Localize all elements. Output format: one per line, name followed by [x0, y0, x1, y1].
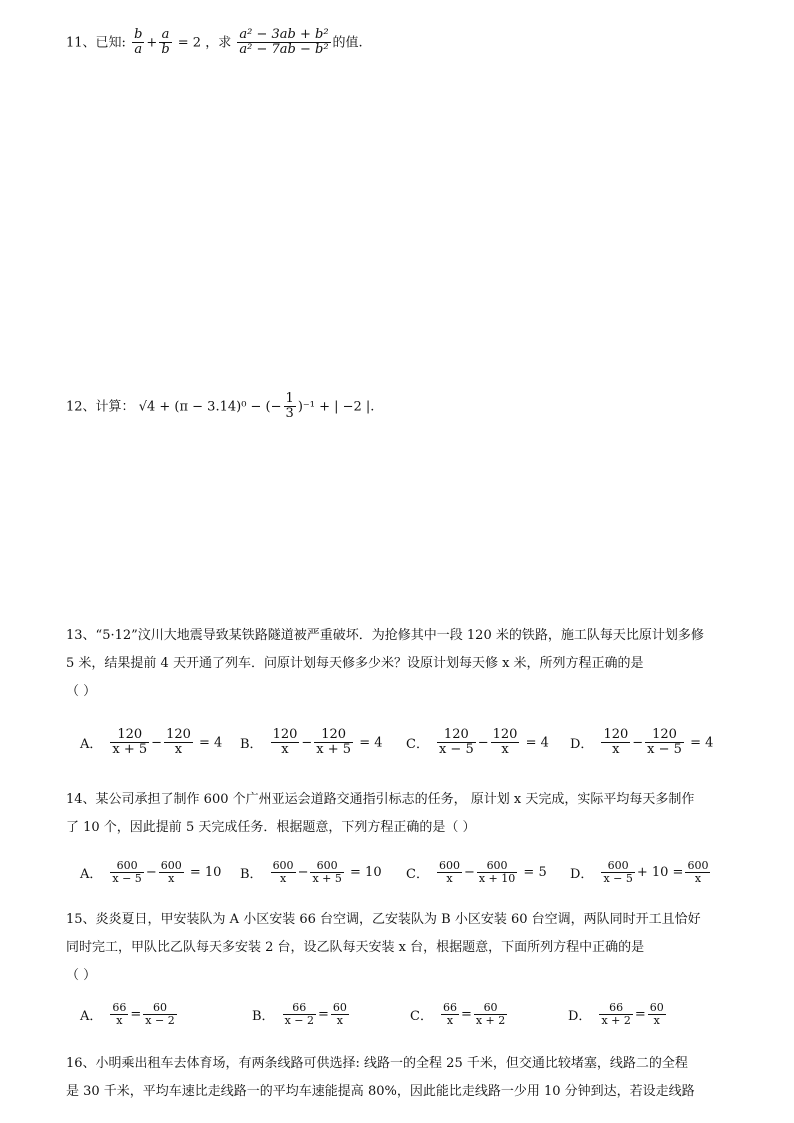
q14-opt-frac-b — [477, 860, 517, 885]
q14-opt-frac-a-num: 600 — [110, 860, 143, 873]
q15-opt-frac-a — [283, 1002, 316, 1027]
q11-ask: ，求 — [205, 35, 232, 51]
q13-option-label: B． — [240, 737, 263, 753]
q13-opt-frac-a-num: 120 — [272, 727, 298, 742]
q12-prefix: 12、计算： — [66, 399, 135, 415]
q12-fraction — [284, 392, 296, 422]
q14-opt-frac-b — [310, 860, 343, 885]
q15-opt-frac-a-den: x + 2 — [601, 1014, 631, 1028]
q11-prefix: 11、已知 — [66, 35, 122, 51]
q15-opt-operator: = — [130, 1007, 142, 1023]
q14-opt-rhs: = 5 — [519, 865, 547, 881]
q14-option-label: C． — [406, 867, 429, 883]
q13-opt-frac-b-den: x — [174, 742, 183, 758]
q15-opt-operator: = — [460, 1007, 472, 1023]
q14-opt-frac-a — [110, 860, 143, 885]
q13-opt-rhs: = 4 — [685, 735, 714, 751]
q11-f1-num: b — [134, 27, 143, 42]
q13-opt-frac-a-num: 120 — [437, 728, 476, 743]
q14-option-label: D． — [570, 867, 594, 883]
q11-f1-den: a — [134, 42, 143, 58]
q11-expression — [237, 28, 330, 58]
q13-option-c — [406, 728, 549, 758]
q15-option-label: A． — [80, 1009, 103, 1025]
q13-opt-frac-b-den: x — [501, 742, 509, 758]
q15-opt-frac-a — [599, 1002, 632, 1027]
q13-option-d — [570, 728, 713, 758]
q15-option-label: D． — [568, 1009, 592, 1025]
q14-opt-operator: − — [297, 865, 309, 881]
q14-opt-frac-a-num: 600 — [272, 859, 294, 872]
question-14 — [66, 786, 736, 842]
q13-opt-frac-b-den: x − 5 — [647, 742, 682, 758]
q14-opt-frac-b-den: x — [168, 872, 175, 886]
q11-fraction-2 — [159, 28, 171, 58]
q15-line1: 15、炎炎夏日，甲安装队为 A 小区安装 66 台空调，乙安装队为 B 小区安装 60 台空调，两队同时开工且恰好 — [66, 912, 701, 927]
q11-f2-num: a — [159, 28, 171, 43]
q11-expr-den: a² − 7ab − b² — [239, 42, 329, 58]
q14-opt-frac-a-den: x − 5 — [603, 872, 633, 886]
q15-option-a — [80, 1002, 179, 1027]
q11-f2-den: b — [161, 42, 170, 58]
q13-opt-operator: − — [151, 735, 163, 751]
q15-opt-frac-a — [441, 1002, 459, 1027]
q15-opt-frac-b-den: x + 2 — [475, 1014, 506, 1028]
q14-opt-frac-a-den: x — [279, 872, 287, 886]
q13-opt-frac-a-den: x — [281, 742, 289, 758]
q12-frac-den: 3 — [285, 406, 294, 422]
q14-option-b — [240, 860, 382, 885]
q13-line2: 5 米，结果提前 4 天开通了列车．问原计划每天修多少米？设原计划每天修 x 米，所列方程正确的是 — [66, 656, 644, 671]
q14-opt-frac-a-num: 600 — [601, 860, 634, 873]
q13-opt-frac-a-den: x — [612, 742, 620, 758]
q14-option-d — [570, 860, 712, 885]
q13-opt-frac-b — [314, 728, 353, 758]
q15-opt-frac-a-num: 66 — [599, 1002, 632, 1015]
q13-opt-frac-b — [645, 728, 684, 758]
q13-opt-frac-b-num: 120 — [166, 727, 191, 742]
q16-line2: 是 30 千米，平均车速比走线路一的平均车速能提高 80%，因此能比走线路一少用 10 分钟到达，若设走线路 — [66, 1084, 695, 1099]
q13-opt-operator: − — [632, 735, 644, 751]
q14-opt-rhs: = 10 — [185, 865, 222, 881]
q15-opt-frac-b-num: 60 — [332, 1001, 347, 1014]
q14-option-label: A． — [80, 867, 103, 883]
q14-line2: 了 10 个，因此提前 5 天完成任务．根据题意，下列方程正确的是（ ） — [66, 820, 476, 835]
q13-opt-frac-a-num: 120 — [603, 727, 629, 742]
question-13 — [66, 622, 736, 706]
q11-fraction-1 — [132, 28, 144, 58]
q15-opt-frac-b-num: 60 — [143, 1002, 176, 1015]
q13-opt-frac-a — [271, 728, 300, 758]
q12-frac-num: 1 — [285, 391, 294, 406]
q13-opt-frac-b-num: 120 — [314, 728, 353, 743]
q14-option-c — [406, 860, 547, 885]
q13-opt-frac-b — [164, 728, 193, 758]
question-11 — [66, 28, 363, 58]
q11-equals: = 2 — [177, 35, 202, 51]
q13-opt-frac-a-num: 120 — [110, 728, 149, 743]
q14-opt-frac-a — [437, 860, 462, 885]
q14-option-label: B． — [240, 867, 263, 883]
q14-opt-frac-b — [159, 860, 184, 885]
q14-opt-frac-a-den: x − 5 — [112, 872, 142, 886]
q12-expr: √4 + (π − 3.14)⁰ − (− — [138, 399, 282, 415]
q11-colon: : — [121, 35, 126, 51]
q13-opt-rhs: = 4 — [194, 735, 223, 751]
q14-opt-frac-b-num: 600 — [477, 860, 517, 873]
q14-opt-operator: − — [463, 865, 475, 881]
q14-opt-frac-a-num: 600 — [438, 859, 460, 872]
q14-opt-frac-b-den: x + 10 — [478, 872, 516, 886]
q15-option-label: C． — [410, 1009, 433, 1025]
q13-opt-operator: − — [477, 735, 489, 751]
q14-opt-frac-a-den: x — [446, 872, 453, 886]
q13-opt-frac-b-den: x + 5 — [316, 742, 352, 758]
q15-line2: 同时完工，甲队比乙队每天多安装 2 台，设乙队每天安装 x 台，根据题意，下面所列方程中正确的是 — [66, 940, 645, 955]
q13-opt-frac-a — [601, 728, 630, 758]
q13-opt-frac-b-num: 120 — [645, 728, 684, 743]
q15-opt-frac-a-den: x − 2 — [284, 1014, 314, 1028]
q14-opt-frac-b-num: 600 — [687, 859, 709, 872]
q15-opt-frac-b — [331, 1002, 349, 1027]
q13-opt-frac-a-den: x + 5 — [112, 742, 148, 758]
q15-opt-frac-b — [143, 1002, 176, 1027]
q15-opt-frac-b — [648, 1002, 666, 1027]
q15-opt-frac-a-num: 66 — [442, 1001, 457, 1014]
q13-line1: 13、“5·12”汶川大地震导致某铁路隧道被严重破坏．为抢修其中一段 120 米的铁路，施工队每天比原计划多修 — [66, 628, 704, 643]
q15-opt-frac-a-den: x — [446, 1014, 454, 1028]
question-12 — [66, 392, 374, 422]
q15-opt-frac-a-den: x — [116, 1014, 123, 1028]
q15-opt-frac-b-num: 60 — [649, 1001, 664, 1014]
q14-opt-operator: − — [145, 865, 157, 881]
q13-option-b — [240, 728, 383, 758]
q15-option-c — [410, 1002, 509, 1027]
q13-opt-rhs: = 4 — [355, 735, 383, 751]
q13-option-label: A． — [80, 737, 103, 753]
q14-opt-frac-b-den: x — [694, 872, 702, 886]
q11-suffix: 的值. — [332, 35, 363, 51]
q15-opt-frac-b-den: x — [336, 1014, 343, 1028]
q13-option-label: C． — [406, 737, 429, 753]
q14-opt-frac-b-num: 600 — [310, 860, 343, 873]
q14-option-a — [80, 860, 221, 885]
question-16 — [66, 1050, 736, 1106]
q13-opt-frac-a-den: x − 5 — [438, 742, 474, 758]
q14-opt-frac-b-num: 600 — [160, 859, 182, 872]
q14-line1: 14、某公司承担了制作 600 个广州亚运会道路交通指引标志的任务， 原计划 x 天完成，实际平均每天多制作 — [66, 792, 695, 807]
q15-opt-frac-b-num: 60 — [474, 1002, 507, 1015]
q15-opt-frac-b-den: x − 2 — [145, 1014, 175, 1028]
q14-opt-operator: + 10 = — [636, 865, 684, 881]
q15-option-d — [568, 1002, 668, 1027]
q13-opt-frac-a — [437, 728, 476, 758]
q15-opt-frac-a-num: 66 — [283, 1002, 316, 1015]
q14-opt-frac-a — [271, 860, 296, 885]
q13-answer-blank: （ ） — [66, 684, 97, 699]
q13-option-label: D． — [570, 737, 594, 753]
q15-opt-frac-a — [110, 1002, 128, 1027]
q15-opt-operator: = — [634, 1007, 646, 1023]
q13-option-a — [80, 728, 222, 758]
q13-opt-operator: − — [301, 735, 313, 751]
q13-opt-rhs: = 4 — [521, 735, 549, 751]
q15-option-label: B． — [252, 1009, 275, 1025]
q12-expr2: )⁻¹ + | −2 |. — [297, 399, 375, 415]
q11-expr-num: a² − 3ab + b² — [239, 27, 329, 42]
q14-opt-frac-a — [601, 860, 634, 885]
q13-opt-frac-a — [110, 728, 149, 758]
q15-opt-frac-a-num: 66 — [112, 1001, 127, 1014]
q15-option-b — [252, 1002, 351, 1027]
question-15 — [66, 906, 736, 990]
q15-opt-frac-b — [474, 1002, 507, 1027]
q11-plus: + — [146, 35, 158, 51]
q13-opt-frac-b-num: 120 — [492, 727, 518, 742]
q13-opt-frac-b — [491, 728, 520, 758]
q14-opt-frac-b — [685, 860, 710, 885]
q15-answer-blank: （ ） — [66, 968, 97, 983]
q15-opt-frac-b-den: x — [653, 1014, 660, 1028]
q14-opt-rhs: = 10 — [345, 865, 382, 881]
q15-opt-operator: = — [317, 1007, 329, 1023]
q16-line1: 16、小明乘出租车去体育场，有两条线路可供选择: 线路一的全程 25 千米，但交通比较堵塞，线路二的全程 — [66, 1056, 688, 1071]
q14-opt-frac-b-den: x + 5 — [312, 872, 342, 886]
